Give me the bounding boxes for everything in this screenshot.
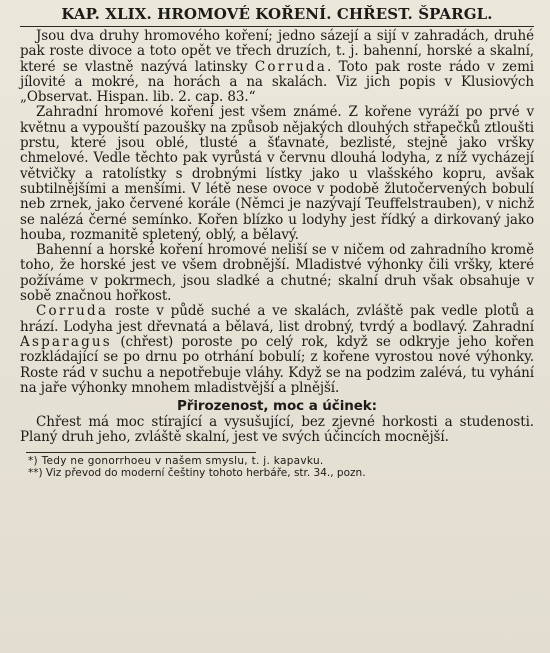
main-text <box>20 29 534 446</box>
paragraph-4 <box>20 304 534 396</box>
paragraph-text: (chřest) poroste po celý rok, když se odkryje jeho kořen rozkládající se po drnu po otrhání bobulí; z kořene vyrostou nové výhonky. Roste rád v suchu a nepotřebuje vláhy. Když se na podzim zalévá, tu vyhání na jaře výhonky mnohem mladistvější a plnější. <box>20 333 534 396</box>
paragraph-text: Zahradní hromové koření jest všem známé. Z kořene vyráží po prvé v květnu a vypouští pazoušky na způsob nějakých dlouhých střapečků ztloušti prstu, které jsou oblé, tlusté a šťavnaté, bezlisté, stejně jako vršky chmelové. Vedle těchto pak vyrůstá v červnu dlouhá lodyha, z níž vycházejí větvičky a ratolístky s drobnými lístky jako u vlašského kopru, avšak subtilnějšími a menšími. V létě nese ovoce v podobě žlutočervených bobulí neb zrnek, jako červené korále (Němci je nazývají Teuffelstrauben), v nichž se nalézá černé semínko. Kořen blízko u lodyhy jest řídký a dirkovaný jako houba, rozmanitě spletený, oblý, a bělavý. <box>20 104 534 243</box>
paragraph-text: . Toto pak roste rádo v zemi jílovité a mokré, na horách a na skalách. Viz jich popis v Klusiových „Observat. Hispan. lib. 2. cap. 83.“ <box>20 58 534 106</box>
footnotes <box>20 455 534 480</box>
section-heading: Přirozenost, moc a účinek: <box>177 398 377 415</box>
footnote-separator <box>26 452 256 453</box>
paragraph-3 <box>20 243 534 304</box>
paragraph-1 <box>20 29 534 105</box>
footnote-2: **) Viz převod do moderní češtiny tohoto herbáře, str. 34., pozn. <box>28 467 366 480</box>
title-underline <box>20 26 534 27</box>
paragraph-text: Chřest má moc stírající a vysušující, bez zjevné horkosti a studenosti. Planý druh jeho, zvláště skalní, jest ve svých účincích mocnější. <box>20 414 534 446</box>
latin-term: Corruda <box>36 303 109 320</box>
chapter-title: KAP. XLIX. HROMOVÉ KOŘENÍ. CHŘEST. ŠPARGL. <box>61 5 493 23</box>
footnote-1: *) Tedy ne gonorrhoeu v našem smyslu, t. j. kapavku. <box>28 454 324 467</box>
latin-term: Asparagus <box>20 333 112 350</box>
paragraph-text: roste v půdě suché a ve skalách, zvláště pak vedle plotů a hrází. Lodyha jest dřevnatá a bělavá, list drobný, tvrdý a bodlavý. Zahradní <box>20 303 534 335</box>
paragraph-5 <box>20 415 534 446</box>
paragraph-text: Bahenní a horské koření hromové neliší se v ničem od zahradního kromě toho, že horské jest ve všem drobnější. Mladistvé výhonky čili vršky, které požíváme v pokrmech, jsou sladké a chutné; skalní druh však obsahuje v sobě značnou hořkost. <box>20 242 534 305</box>
paragraph-text: Jsou dva druhy hromového koření; jedno sázejí a sijí v zahradách, druhé pak roste divoce a toto opět ve třech druzích, t. j. bahenní, horské a skalní, které se vlastně nazývá latinsky <box>20 28 534 75</box>
paragraph-2 <box>20 105 534 243</box>
latin-term: Corruda <box>254 58 327 75</box>
